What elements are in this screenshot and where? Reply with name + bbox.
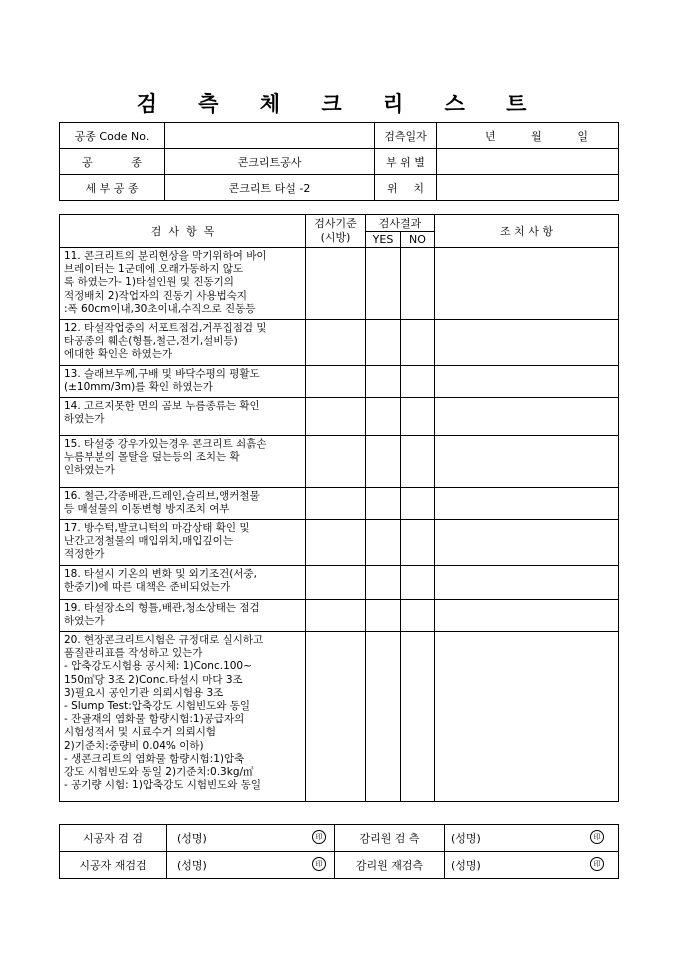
standard-cell[interactable] [306,566,366,600]
no-cell[interactable] [401,320,435,366]
check-item-14: 14. 고르지못한 면의 곰보 누름종류는 확인 하였는가 [60,398,306,436]
table-row [60,488,619,520]
work-type-label: 공 종 [60,149,165,175]
yes-cell[interactable] [366,248,401,320]
standard-cell[interactable] [306,248,366,320]
table-row [60,398,619,436]
inspection-date-value [437,123,619,149]
seal-icon: 印 [590,830,604,844]
work-type-value: 콘크리트공사 [165,149,375,175]
contractor-inspect-label: 시공자 검 검 [60,825,167,852]
no-cell[interactable] [401,632,435,802]
position-label: 위 치 [375,175,437,201]
yes-cell[interactable] [366,600,401,632]
checklist-table [59,214,619,802]
work-code-label: 공종 Code No. [60,123,165,149]
no-cell[interactable] [401,436,435,488]
header-standard: 검사기준 (시방) [306,215,366,248]
page-title: 검 측 체 크 리 스 트 [136,91,544,116]
no-cell[interactable] [401,248,435,320]
contractor-reinspect-sign[interactable]: (성명) 印 [167,852,335,879]
no-cell[interactable] [401,488,435,520]
standard-cell[interactable] [306,398,366,436]
date-month-label: 월 [531,129,542,143]
yes-cell[interactable] [366,436,401,488]
supervisor-inspect-sign[interactable]: (성명) 印 [445,825,619,852]
table-row [60,320,619,366]
action-cell[interactable] [435,320,619,366]
standard-cell[interactable] [306,600,366,632]
work-code-value [165,123,375,149]
standard-cell[interactable] [306,488,366,520]
table-row [60,600,619,632]
table-row [60,366,619,398]
seal-icon: 印 [590,857,604,871]
table-row [60,632,619,802]
yes-cell[interactable] [366,398,401,436]
info-table [59,122,619,201]
contractor-reinspect-label: 시공자 재검검 [60,852,167,879]
no-cell[interactable] [401,398,435,436]
no-cell[interactable] [401,600,435,632]
check-item-15: 15. 타설중 강우가있는경우 콘크리트 쇠흙손 누름부분의 몰탈을 덮는등의 조치는 확 인하였는가 [60,436,306,488]
check-item-19: 19. 타설장소의 형틀,배관,청소상태는 점검 하였는가 [60,600,306,632]
check-item-11: 11. 콘크리트의 분리현상을 막기위하여 바이 브레이터는 1군데에 오래가동하지 않도 록 하였는가- 1)타설인원 및 진동기의 적정배치 2)작업자의 진동기 사용법숙지 :폭 60cm이내,30초이내,수직으로 진동등 [60,248,306,320]
standard-cell[interactable] [306,632,366,802]
no-cell[interactable] [401,520,435,566]
standard-cell[interactable] [306,366,366,398]
check-item-12: 12. 타설작업중의 서포트점검,거푸집점검 및 타공종의 훼손(형틀,철근,전기,설비등) 에대한 확인은 하였는가 [60,320,306,366]
seal-icon: 印 [312,830,326,844]
action-cell[interactable] [435,520,619,566]
table-row [60,520,619,566]
header-result: 검사결과 [366,215,435,232]
check-item-17: 17. 방수턱,발코니턱의 마감상태 확인 및 난간고정철물의 매입위치,매입깊이는 적정한가 [60,520,306,566]
detail-label: 세 부 공 종 [60,175,165,201]
detail-value: 콘크리트 타설 -2 [165,175,375,201]
action-cell[interactable] [435,248,619,320]
action-cell[interactable] [435,436,619,488]
yes-cell[interactable] [366,520,401,566]
standard-cell[interactable] [306,436,366,488]
position-value [437,175,619,201]
no-cell[interactable] [401,366,435,398]
check-item-20: 20. 현장콘크리트시험은 규정대로 실시하고 품질관리표를 작성하고 있는가 - 압축강도시험용 공시체: 1)Conc.100~ 150㎥당 3조 2)Conc.타설시 마다 3조 3)필요시 공인기관 의뢰시험용 3조 - Slump Test:압축강도 시험빈도와 동일 - 잔골재의 염화물 함량시험:1)공급자의 시험성적서 및 시료수거 의뢰시험 2)기준치:중량비 0.04% 이하) - 생콘크리트의 염화물 함량시험:1)압축 강도 시험빈도와 동일 2)기준치:0.3kg/㎥ - 공기량 시험: 1)압축강도 시험빈도와 동일 [60,632,306,802]
header-action: 조 치 사 항 [435,215,619,248]
standard-cell[interactable] [306,520,366,566]
action-cell[interactable] [435,566,619,600]
yes-cell[interactable] [366,488,401,520]
check-item-18: 18. 타설시 기온의 변화 및 외기조건(서중, 한중기)에 따른 대책은 준비되었는가 [60,566,306,600]
check-item-13: 13. 슬래브두께,구배 및 바닥수평의 평활도 (±10mm/3m)를 확인 하였는가 [60,366,306,398]
location-label: 부 위 별 [375,149,437,175]
action-cell[interactable] [435,366,619,398]
supervisor-reinspect-sign[interactable]: (성명) 印 [445,852,619,879]
table-row [60,248,619,320]
yes-cell[interactable] [366,566,401,600]
contractor-inspect-sign[interactable]: (성명) 印 [167,825,335,852]
action-cell[interactable] [435,488,619,520]
header-item: 검 사 항 목 [60,215,306,248]
yes-cell[interactable] [366,632,401,802]
yes-cell[interactable] [366,320,401,366]
seal-icon: 印 [312,857,326,871]
standard-cell[interactable] [306,320,366,366]
table-row [60,566,619,600]
action-cell[interactable] [435,632,619,802]
header-no: NO [401,232,435,248]
check-item-16: 16. 철근,각종배관,드레인,슬리브,앵커철물 등 매설물의 이동변형 방지조치 여부 [60,488,306,520]
date-year-label: 년 [485,129,496,143]
supervisor-inspect-label: 감리원 검 측 [335,825,445,852]
date-day-label: 일 [577,129,588,143]
action-cell[interactable] [435,600,619,632]
yes-cell[interactable] [366,366,401,398]
table-row [60,436,619,488]
action-cell[interactable] [435,398,619,436]
header-yes: YES [366,232,401,248]
location-value [437,149,619,175]
signature-table [59,824,619,879]
supervisor-reinspect-label: 감리원 재검측 [335,852,445,879]
no-cell[interactable] [401,566,435,600]
inspection-date-label: 검측일자 [375,123,437,149]
